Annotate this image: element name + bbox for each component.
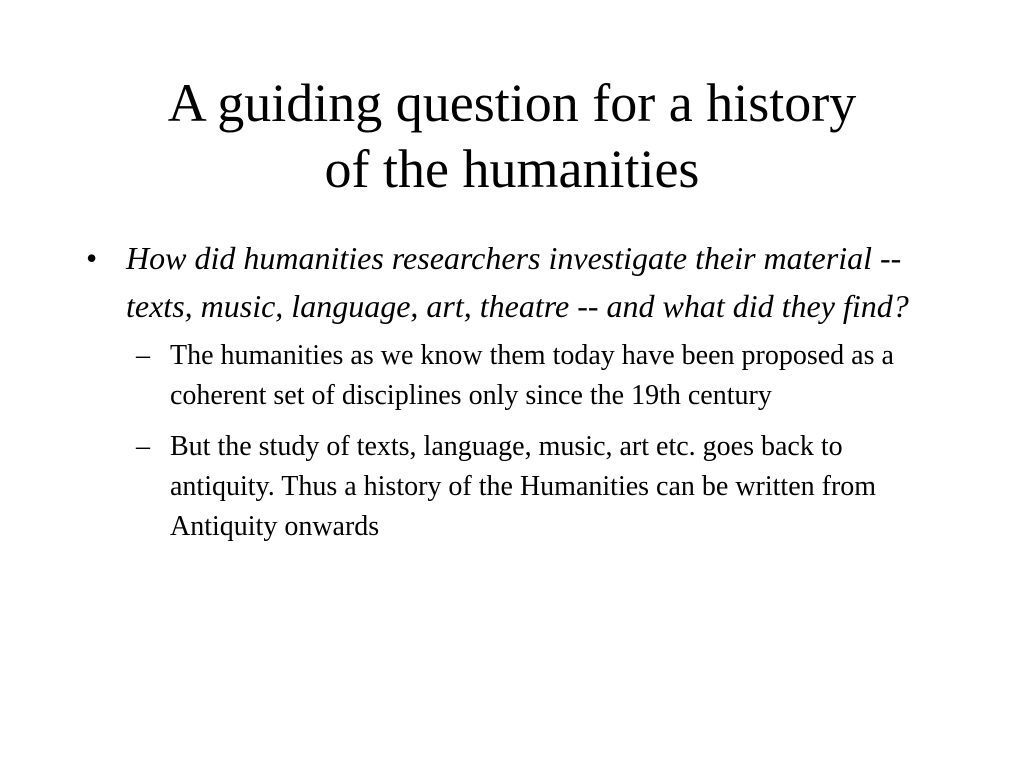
sub-bullet-2 bbox=[86, 427, 946, 547]
dash-marker: – bbox=[136, 431, 150, 462]
main-bullet-text: How did humanities researchers investigate their material -- texts, music, language, art, theatre -- and what did they find? bbox=[126, 240, 909, 324]
sub-bullet-list bbox=[86, 336, 946, 547]
title-line-1: A guiding question for a history bbox=[167, 73, 857, 133]
bullet-marker: • bbox=[86, 240, 98, 276]
slide-content bbox=[86, 234, 946, 558]
slide-title bbox=[60, 70, 964, 202]
title-line-2: of the humanities bbox=[324, 139, 700, 199]
sub-bullet-text: The humanities as we know them today have been proposed as a coherent set of disciplines only since the 19th century bbox=[170, 340, 894, 411]
main-bullet bbox=[86, 234, 946, 330]
sub-bullet-text: But the study of texts, language, music, art etc. goes back to antiquity. Thus a history of the Humanities can be written from Antiquity onwards bbox=[170, 431, 877, 542]
sub-bullet-1 bbox=[86, 336, 946, 416]
dash-marker: – bbox=[136, 340, 150, 371]
